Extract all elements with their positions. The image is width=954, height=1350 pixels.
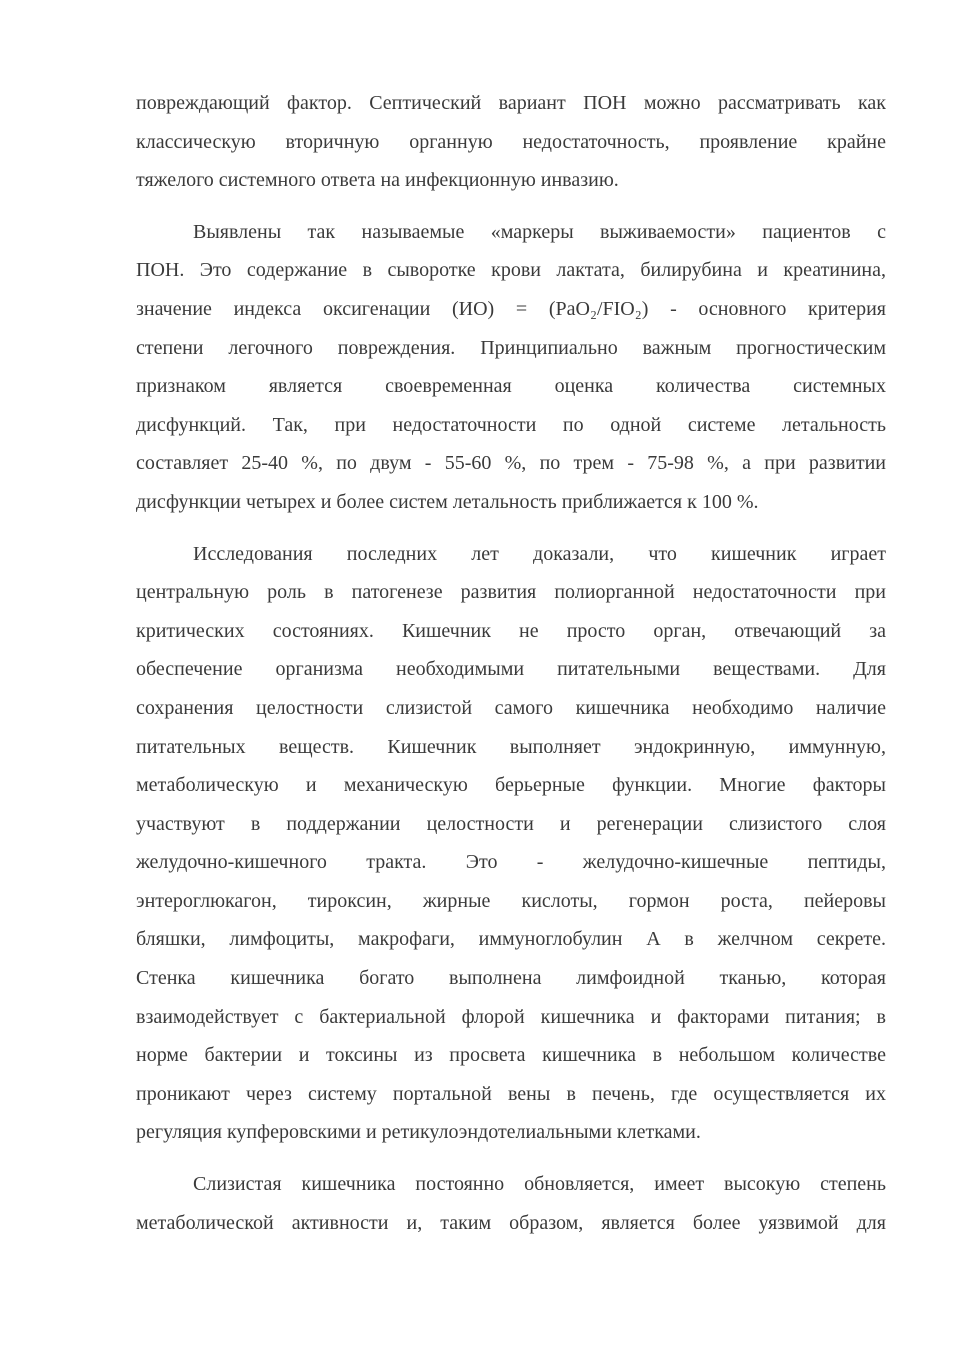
paragraph-gap xyxy=(136,200,886,213)
text-line: дисфункции четырех и более систем летальность приближается к 100 %. xyxy=(136,490,759,513)
text-line: составляет 25-40 %, по двум - 55-60 %, по трем - 75-98 %, а при развитии xyxy=(136,452,886,475)
text-line: проникают через систему портальной вены в печень, где осуществляется их xyxy=(136,1082,886,1105)
text-line: Исследования последних лет доказали, что кишечник играет xyxy=(193,542,886,565)
paragraph-gap xyxy=(136,522,886,535)
text-line: классическую вторичную органную недостаточность, проявление крайне xyxy=(136,130,886,153)
paragraph xyxy=(136,535,886,1153)
text-line: метаболической активности и, таким образом, является более уязвимой для xyxy=(136,1211,886,1234)
text-line: значение индекса оксигенации (ИО) = (PaO₂/FIO₂) - основного критерия xyxy=(136,297,886,320)
text-line: участвуют в поддержании целостности и регенерации слизистого слоя xyxy=(136,812,886,835)
text-line: степени легочного повреждения. Принципиально важным прогностическим xyxy=(136,336,886,359)
paragraph xyxy=(136,84,886,200)
text-line: бляшки, лимфоциты, макрофаги, иммуноглобулин А в желчном секрете. xyxy=(136,928,886,951)
text-line: признаком является своевременная оценка количества системных xyxy=(136,375,886,398)
text-line: дисфункций. Так, при недостаточности по одной системе летальность xyxy=(136,413,886,436)
text-line: норме бактерии и токсины из просвета кишечника в небольшом количестве xyxy=(136,1044,886,1067)
text-line: энтероглюкагон, тироксин, жирные кислоты, гормон роста, пейеровы xyxy=(136,889,886,912)
text-line: взаимодействует с бактериальной флорой кишечника и факторами питания; в xyxy=(136,1005,886,1028)
text-line: регуляция купферовскими и ретикулоэндотелиальными клетками. xyxy=(136,1121,701,1144)
text-line: питательных веществ. Кишечник выполняет эндокринную, иммунную, xyxy=(136,735,886,758)
text-line: Выявлены так называемые «маркеры выживаемости» пациентов с xyxy=(193,220,886,243)
text-line: центральную роль в патогенезе развития полиорганной недостаточности при xyxy=(136,581,886,604)
text-line: обеспечение организма необходимыми питательными веществами. Для xyxy=(136,658,886,681)
text-line: метаболическую и механическую берьерные функции. Многие факторы xyxy=(136,774,886,797)
paragraph-gap xyxy=(136,1152,886,1165)
text-line: критических состояниях. Кишечник не просто орган, отвечающий за xyxy=(136,619,886,642)
paragraph xyxy=(136,1165,886,1242)
text-line: Стенка кишечника богато выполнена лимфоидной тканью, которая xyxy=(136,967,886,990)
text-line: повреждающий фактор. Септический вариант ПОН можно рассматривать как xyxy=(136,92,886,114)
text-line: тяжелого системного ответа на инфекционную инвазию. xyxy=(136,169,619,192)
text-line: желудочно-кишечного тракта. Это - желудочно-кишечные пептиды, xyxy=(136,851,886,874)
text-line: сохранения целостности слизистой самого кишечника необходимо наличие xyxy=(136,696,886,719)
paragraph xyxy=(136,213,886,522)
text-line: ПОН. Это содержание в сыворотке крови лактата, билирубина и креатинина, xyxy=(136,259,886,282)
document-page xyxy=(136,84,886,1242)
text-line: Слизистая кишечника постоянно обновляется, имеет высокую степень xyxy=(193,1173,886,1196)
